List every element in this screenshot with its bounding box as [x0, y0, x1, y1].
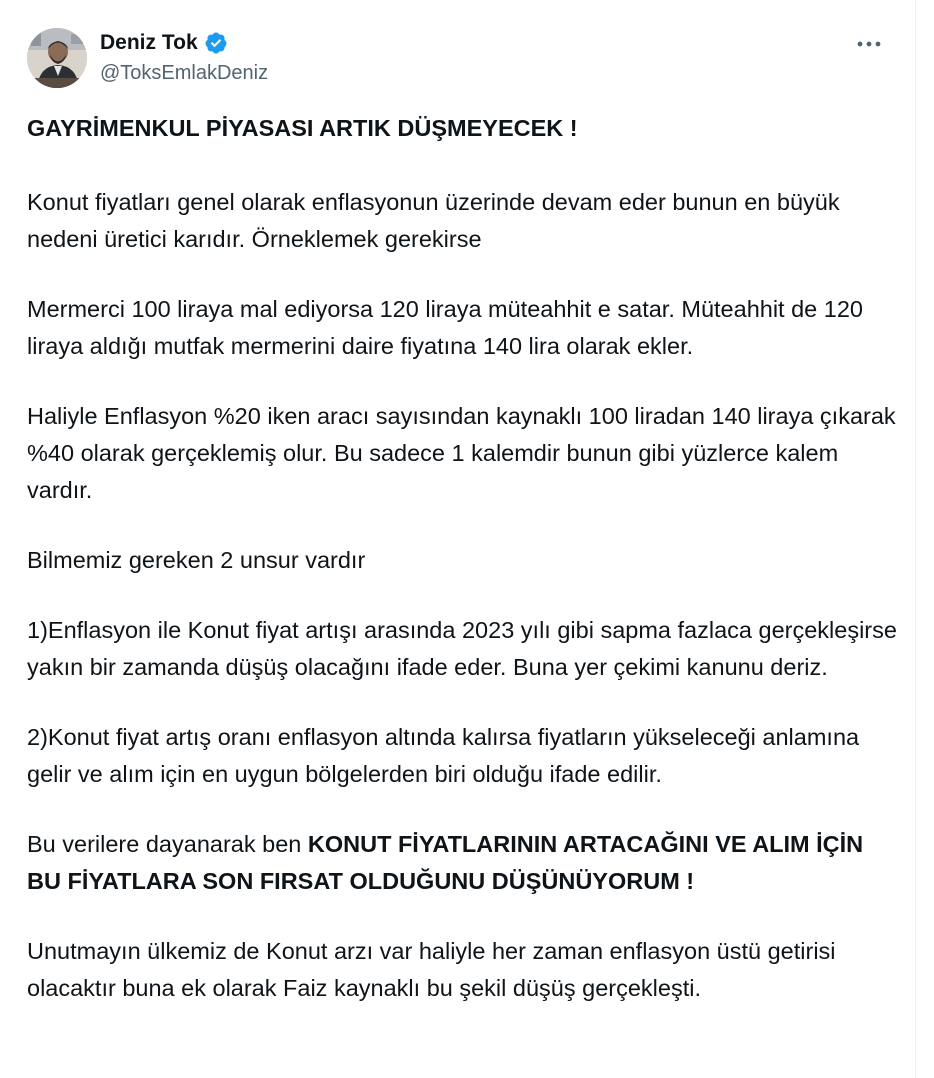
tweet-paragraph: Mermerci 100 liraya mal ediyorsa 120 liraya müteahhit e satar. Müteahhit de 120 liraya aldığı mutfak mermerini daire fiyatına 140 lira olarak ekler. — [27, 296, 863, 359]
author-name-row — [100, 30, 228, 56]
tweet-paragraph: 1)Enflasyon ile Konut fiyat artışı arasında 2023 yılı gibi sapma fazlaca gerçekleşirse yakın bir zamanda düşüş olacağını ifade eder. Buna yer çekimi kanunu deriz. — [27, 617, 897, 680]
tweet-paragraph-conclusion — [27, 826, 902, 900]
avatar-image — [27, 28, 87, 88]
author-handle[interactable]: @ToksEmlakDeniz — [100, 62, 269, 84]
tweet-paragraph: Haliyle Enflasyon %20 iken aracı sayısından kaynaklı 100 liradan 140 liraya çıkarak %40 olarak gerçeklemiş olur. Bu sadece 1 kalemdir bunun gibi yüzlerce kalem vardır. — [27, 403, 896, 503]
tweet-paragraph: Bilmemiz gereken 2 unsur vardır — [27, 547, 366, 573]
tweet-header — [27, 28, 895, 88]
verified-badge-icon — [204, 31, 228, 55]
tweet-paragraph: Konut fiyatları genel olarak enflasyonun üzerinde devam eder bunun en büyük nedeni üretici karıdır. Örneklemek gerekirse — [27, 189, 840, 252]
tweet-paragraph: 2)Konut fiyat artış oranı enflasyon altında kalırsa fiyatların yükseleceği anlamına gelir ve alım için en uygun bölgelerden biri olduğu ifade edilir. — [27, 724, 860, 787]
tweet-title: GAYRİMENKUL PİYASASI ARTIK DÜŞMEYECEK ! — [27, 115, 578, 141]
conclusion-bold-statement: KONUT FİYATLARININ ARTACAĞINI VE ALIM İÇİN BU FİYATLARA SON FIRSAT OLDUĞUNU DÜŞÜNÜYORUM ! — [27, 831, 864, 894]
tweet-paragraph: Unutmayın ülkemiz de Konut arzı var haliyle her zaman enflasyon üstü getirisi olacaktır buna ek olarak Faiz kaynaklı bu şekil düşüş gerçekleşti. — [27, 938, 836, 1001]
conclusion-prefix: Bu verilere dayanarak ben — [27, 831, 308, 857]
more-horizontal-icon — [856, 40, 882, 48]
more-options-button[interactable] — [851, 32, 887, 56]
avatar[interactable] — [27, 28, 87, 88]
tweet-text — [27, 110, 902, 1040]
author-display-name[interactable]: Deniz Tok — [100, 31, 198, 54]
